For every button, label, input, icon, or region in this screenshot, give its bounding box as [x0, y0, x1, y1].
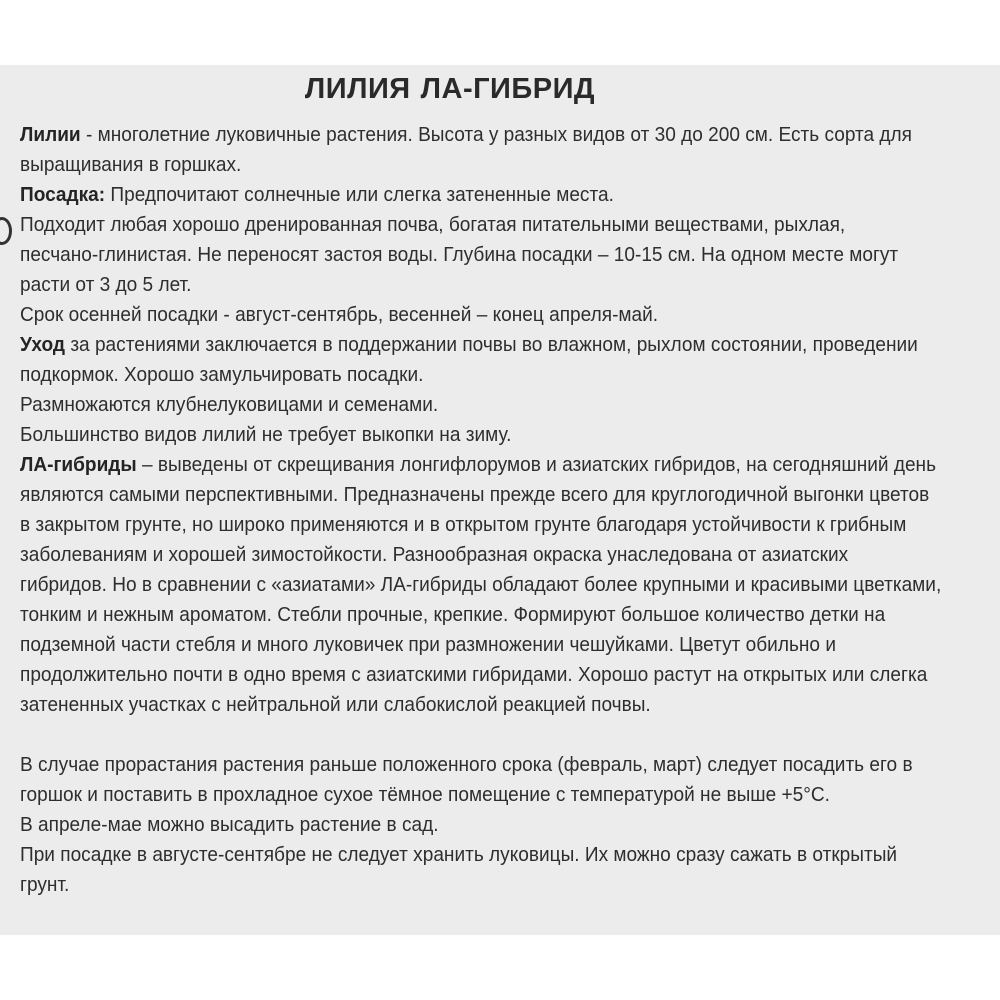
paragraph-care [20, 330, 927, 450]
text-line: расти от 3 до 5 лет. [20, 273, 192, 296]
text-line [20, 330, 927, 360]
text-line: тонким и нежным ароматом. Стебли прочные, крепкие. Формируют большое количество детки на [20, 603, 886, 626]
term-care: Уход [20, 333, 66, 356]
text-line: Большинство видов лилий не требует выкопки на зиму. [20, 423, 512, 446]
title-part-1: ЛИЛИЯ [304, 73, 411, 105]
text-line: выращивания в горшках. [20, 153, 242, 176]
text-line [20, 450, 937, 480]
page-edge-mark [0, 217, 12, 245]
text-segment: Предпочитают солнечные или слегка затененные места. [105, 183, 614, 206]
text-line: продолжительно почти в одно время с азиатскими гибридами. Хорошо растут на открытых или слегка [20, 663, 928, 686]
text-line: В случае прорастания растения раньше положенного срока (февраль, март) следует посадить его в [20, 753, 913, 776]
text-segment: - многолетние луковичные растения. Высота у разных видов от 30 до 200 см. Есть сорта для [80, 123, 913, 146]
text-line: горшок и поставить в прохладное сухое тёмное помещение с температурой не выше +5°С. [20, 783, 830, 806]
term-la-hybrids: ЛА-гибриды [20, 453, 137, 476]
paragraph-la-hybrids [20, 450, 942, 720]
text-line: Срок осенней посадки - август-сентябрь, весенней – конец апреля-май. [20, 303, 659, 326]
text-line: в закрытом грунте, но широко применяются и в открытом грунте благодаря устойчивости к грибным [20, 513, 907, 536]
text-line: грунт. [20, 873, 70, 896]
text-line: В апреле-мае можно высадить растение в сад. [20, 813, 439, 836]
term-lilies: Лилии [20, 123, 81, 146]
text-line: Подходит любая хорошо дренированная почва, богатая питательными веществами, рыхлая, [20, 213, 846, 236]
text-line: заболеваниям и хорошей зимостойкости. Разнообразная окраска унаследована от азиатских [20, 543, 849, 566]
text-segment: – выведены от скрещивания лонгифлорумов и азиатских гибридов, на сегодняшний день [136, 453, 937, 476]
text-line: являются самыми перспективными. Предназначены прежде всего для круглогодичной выгонки цветов [20, 483, 930, 506]
paragraph-spacer [20, 720, 927, 750]
text-line: подкормок. Хорошо замульчировать посадки. [20, 363, 424, 386]
document-body [20, 120, 942, 900]
text-segment: за растениями заключается в поддержании почвы во влажном, рыхлом состоянии, проведении [65, 333, 918, 356]
paragraph-planting [20, 180, 927, 330]
text-line: гибридов. Но в сравнении с «азиатами» ЛА-гибриды обладают более крупными и красивыми цветками, [20, 573, 942, 596]
paragraph-lilies [20, 120, 927, 180]
text-line: подземной части стебля и много луковичек при размножении чешуйками. Цветут обильно и [20, 633, 836, 656]
text-line: песчано-глинистая. Не переносят застоя воды. Глубина посадки – 10-15 см. На одном месте могут [20, 243, 899, 266]
title-part-2: ЛА-ГИБРИД [420, 73, 596, 105]
text-line [20, 180, 927, 210]
term-planting: Посадка: [20, 183, 106, 206]
text-line: При посадке в августе-сентябре не следует хранить луковицы. Их можно сразу сажать в открытый [20, 843, 898, 866]
label-sheet [0, 65, 1000, 935]
document-title [0, 73, 900, 106]
text-line [20, 120, 927, 150]
text-line: Размножаются клубнелуковицами и семенами. [20, 393, 439, 416]
paragraph-early-sprouting [20, 750, 927, 900]
text-line: затененных участках с нейтральной или слабокислой реакцией почвы. [20, 693, 651, 716]
